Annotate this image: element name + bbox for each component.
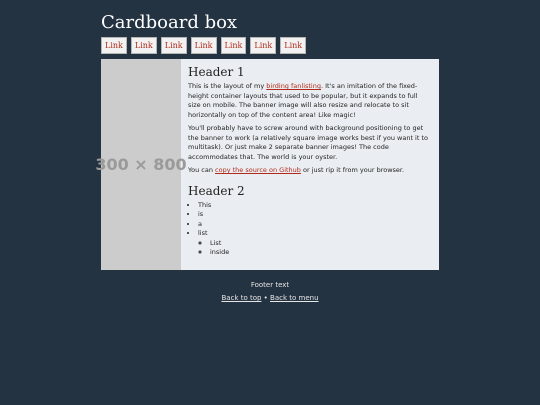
- footer-separator: •: [261, 294, 271, 302]
- footer-links: [0, 294, 540, 302]
- bullet-list: [188, 201, 432, 258]
- list-item: • is: [198, 210, 432, 220]
- nav-link-5[interactable]: Link: [221, 37, 247, 54]
- paragraph-2: You'll probably have to screw around with background positioning to get the banner to work (a relatively square image works best if you want it to multitask). Or just make 2 separate banner images! The code accommodates that. The world is your oyster.: [188, 124, 429, 161]
- paragraph-1: [188, 82, 432, 120]
- nested-list: [198, 239, 432, 258]
- banner-image: [95, 59, 187, 270]
- header-1: Header 1: [188, 65, 245, 79]
- github-source-link[interactable]: copy the source on Github: [215, 166, 301, 174]
- nested-list-item: ◦ inside: [210, 248, 432, 258]
- nav-link-6[interactable]: Link: [250, 37, 276, 54]
- paragraph-3-start: You can: [188, 166, 216, 174]
- nav-link-2[interactable]: Link: [131, 37, 157, 54]
- nav-link-1[interactable]: Link: [101, 37, 127, 54]
- nav-link-4[interactable]: Link: [191, 37, 217, 54]
- content-area[interactable]: [188, 65, 432, 258]
- header-2: Header 2: [188, 183, 245, 198]
- paragraph-1-end: . It's an imitation of the fixed-height container layouts that used to be popular, but it expands to full size on mobile. The banner image will also resize and relocate to sit horizontally on top of the content area! Like magic!: [188, 82, 418, 119]
- list-item: • This: [198, 201, 432, 211]
- list-item: • a: [198, 220, 432, 230]
- site-title: Cardboard box: [101, 12, 238, 33]
- back-to-menu-link[interactable]: Back to menu: [270, 294, 319, 302]
- nav-menu: [101, 37, 306, 54]
- footer-text: Footer text: [250, 281, 290, 289]
- back-to-top-link[interactable]: Back to top: [221, 294, 262, 302]
- paragraph-1-start: This is the layout of my: [188, 82, 267, 90]
- banner-placeholder-text: 300 × 800: [95, 155, 187, 174]
- content-card: [95, 59, 439, 270]
- nav-link-3[interactable]: Link: [161, 37, 187, 54]
- list-item: [198, 229, 432, 258]
- paragraph-3: [188, 166, 432, 176]
- nav-link-7[interactable]: Link: [280, 37, 306, 54]
- list-item-label: list: [198, 229, 208, 237]
- paragraph-3-end: or just rip it from your browser.: [300, 166, 405, 174]
- nested-list-item: ◦ List: [210, 239, 432, 249]
- birding-fanlisting-link[interactable]: birding fanlisting: [266, 82, 321, 90]
